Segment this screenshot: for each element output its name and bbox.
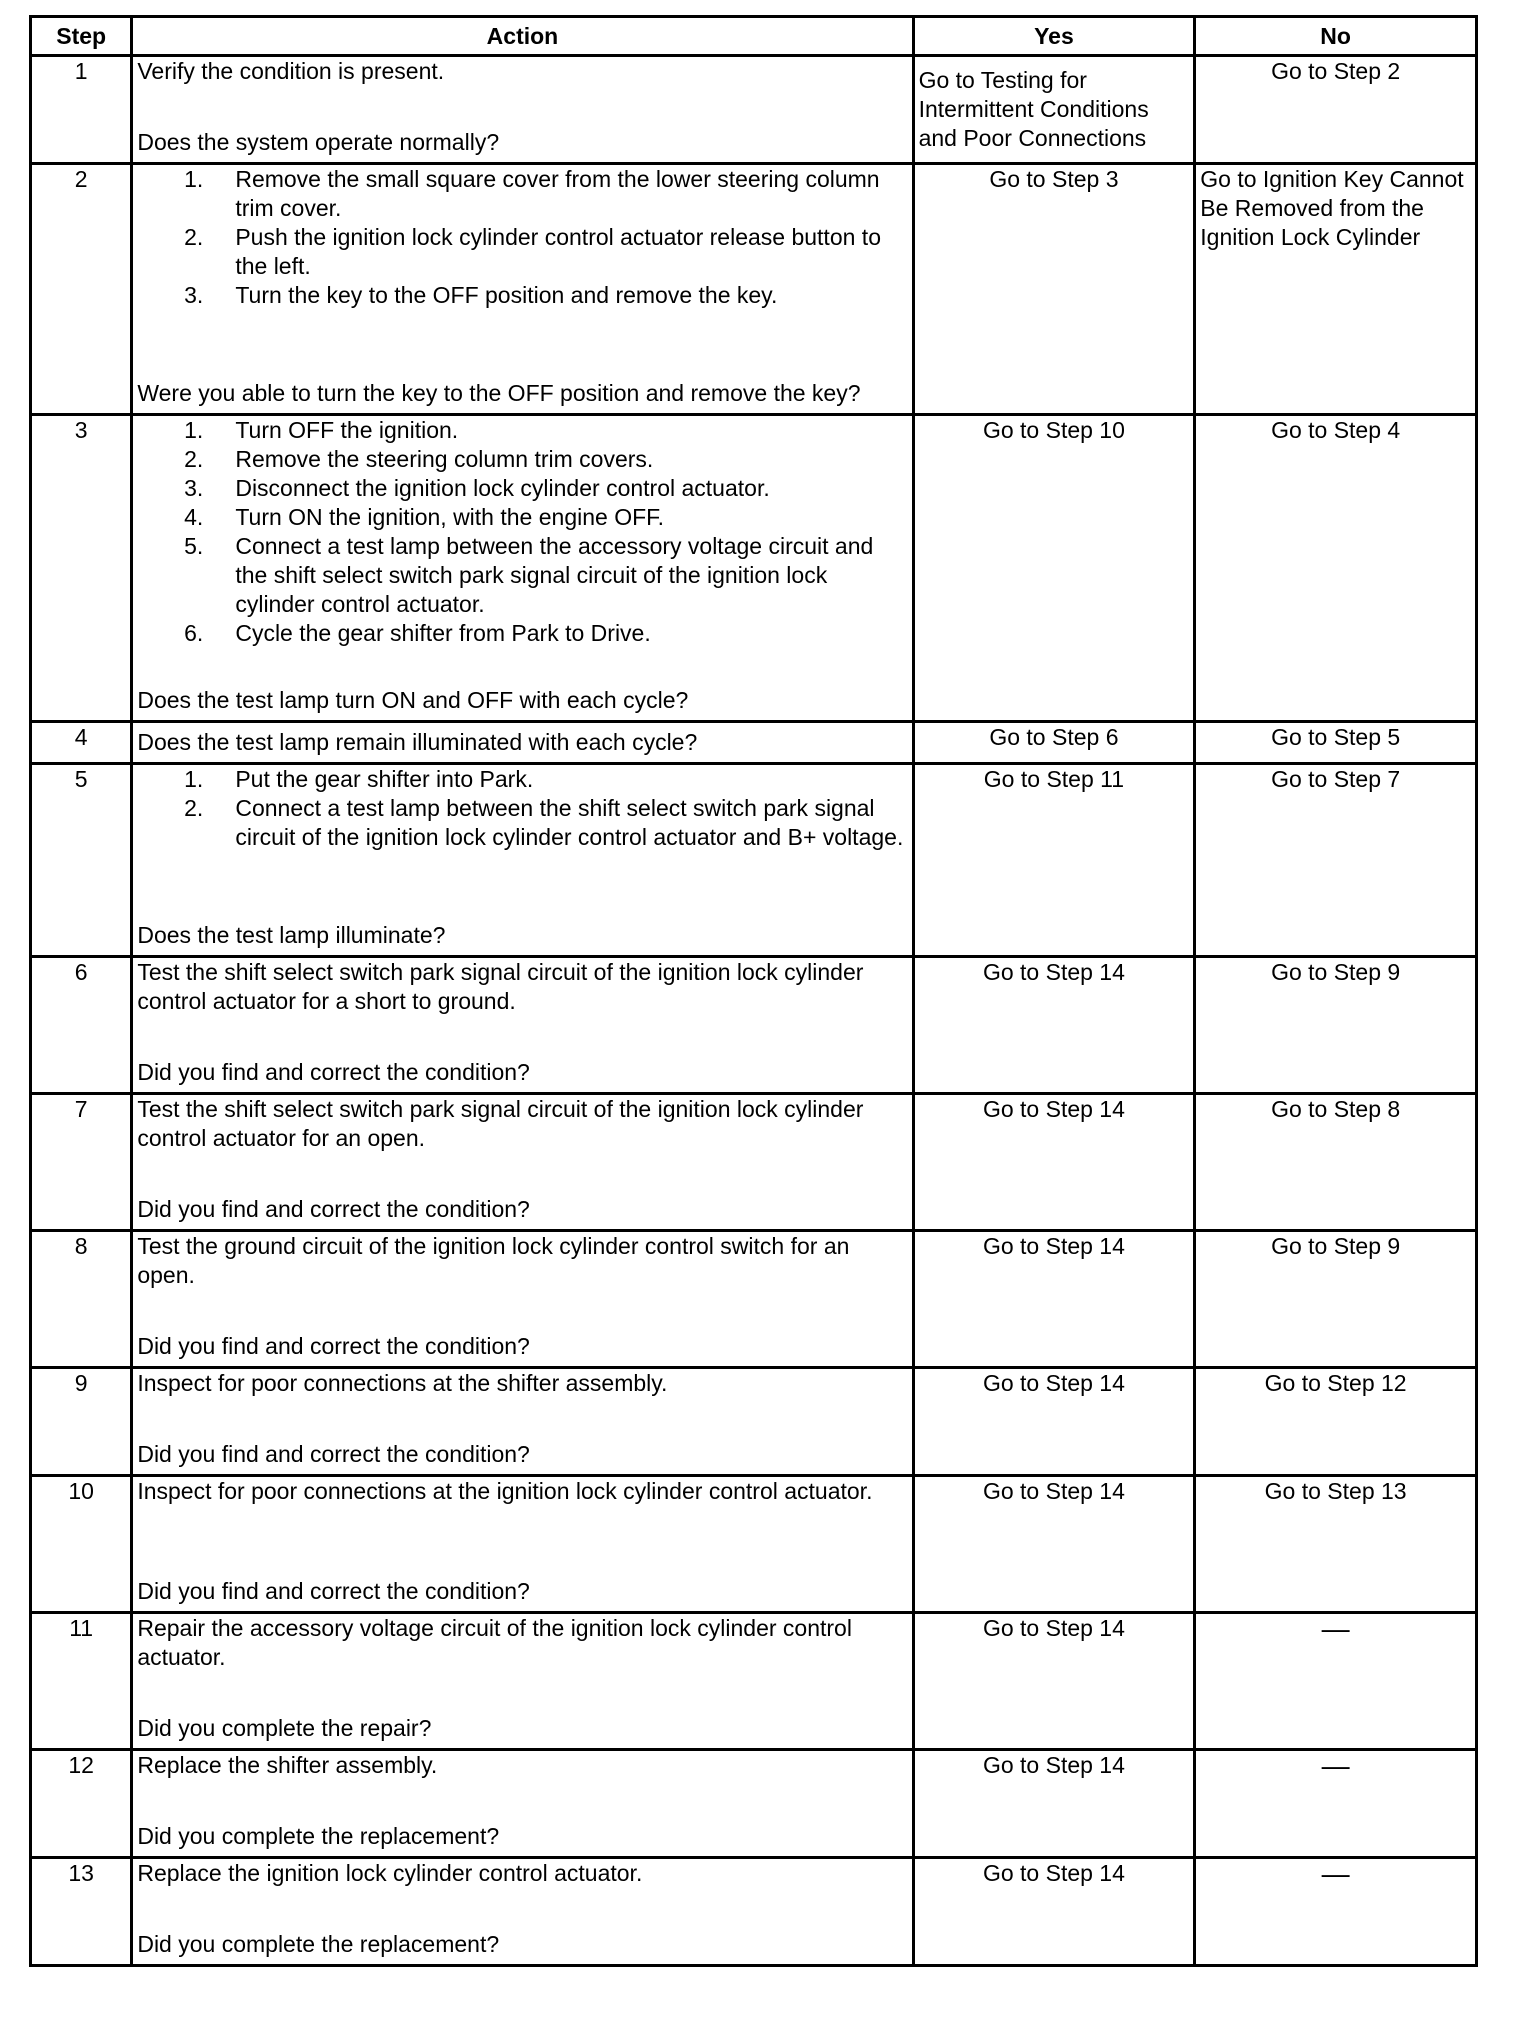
action-cell — [132, 1368, 913, 1476]
yes-result: Go to Step 14 — [913, 1476, 1195, 1613]
no-result: Go to Step 9 — [1195, 1231, 1477, 1368]
table-row — [31, 1231, 1477, 1368]
step-number: 1 — [31, 56, 132, 164]
no-result: — — [1195, 1750, 1477, 1858]
action-cell — [132, 1858, 913, 1966]
procedure-item — [137, 165, 907, 223]
no-result: Go to Step 8 — [1195, 1094, 1477, 1231]
procedure-item-text: Push the ignition lock cylinder control actuator release button to the left. — [235, 224, 881, 279]
procedure-list — [137, 765, 907, 852]
step-number: 8 — [31, 1231, 132, 1368]
header-step: Step — [31, 17, 132, 56]
procedure-item-text: Connect a test lamp between the shift select switch park signal circuit of the ignition lock cylinder control actuator and B+ voltage. — [235, 795, 904, 850]
no-result: — — [1195, 1858, 1477, 1966]
procedure-item-number: 6. — [184, 620, 204, 646]
table-row — [31, 1750, 1477, 1858]
step-number: 13 — [31, 1858, 132, 1966]
yes-result: Go to Step 14 — [913, 1858, 1195, 1966]
step-number: 12 — [31, 1750, 132, 1858]
action-text: Repair the accessory voltage circuit of the ignition lock cylinder control actuator. — [137, 1615, 852, 1670]
table-row — [31, 1094, 1477, 1231]
procedure-item-text: Disconnect the ignition lock cylinder control actuator. — [235, 475, 770, 501]
action-cell — [132, 1094, 913, 1231]
question-text: Did you find and correct the condition? — [137, 1196, 530, 1222]
action-cell — [132, 415, 913, 722]
procedure-item — [137, 281, 907, 310]
question-text: Did you find and correct the condition? — [137, 1059, 530, 1085]
procedure-item-number: 2. — [184, 795, 204, 821]
procedure-item-number: 1. — [184, 766, 204, 792]
action-cell — [132, 722, 913, 764]
procedure-item-number: 5. — [184, 533, 204, 559]
step-number: 3 — [31, 415, 132, 722]
step-number: 4 — [31, 722, 132, 764]
action-cell — [132, 764, 913, 957]
procedure-item-number: 2. — [184, 446, 204, 472]
action-text: Test the ground circuit of the ignition lock cylinder control switch for an open. — [137, 1233, 850, 1288]
procedure-item-text: Connect a test lamp between the accessory voltage circuit and the shift select switch park signal circuit of the ignition lock cylinder control actuator. — [235, 533, 874, 617]
step-number: 10 — [31, 1476, 132, 1613]
question-text: Did you complete the replacement? — [137, 1931, 500, 1957]
question-text: Did you find and correct the condition? — [137, 1333, 530, 1359]
procedure-item — [137, 765, 907, 794]
question-text: Did you complete the repair? — [137, 1715, 432, 1741]
yes-result: Go to Step 6 — [913, 722, 1195, 764]
yes-result: Go to Step 14 — [913, 1231, 1195, 1368]
action-cell — [132, 56, 913, 164]
question-text: Does the test lamp illuminate? — [137, 922, 446, 948]
action-text: Replace the ignition lock cylinder control actuator. — [137, 1860, 643, 1886]
step-number: 6 — [31, 957, 132, 1094]
question-text: Did you find and correct the condition? — [137, 1441, 530, 1467]
action-text: Test the shift select switch park signal circuit of the ignition lock cylinder control actuator for an open. — [137, 1096, 864, 1151]
procedure-item — [137, 794, 907, 852]
table-row — [31, 1613, 1477, 1750]
table-row — [31, 764, 1477, 957]
procedure-item-text: Turn the key to the OFF position and remove the key. — [235, 282, 778, 308]
action-cell — [132, 1231, 913, 1368]
no-result: — — [1195, 1613, 1477, 1750]
procedure-item-text: Turn OFF the ignition. — [235, 417, 459, 443]
no-result: Go to Ignition Key Cannot Be Removed from the Ignition Lock Cylinder — [1195, 164, 1477, 415]
yes-result: Go to Step 14 — [913, 1094, 1195, 1231]
yes-result: Go to Step 14 — [913, 1750, 1195, 1858]
action-text: Inspect for poor connections at the shifter assembly. — [137, 1370, 668, 1396]
yes-result: Go to Step 10 — [913, 415, 1195, 722]
header-action: Action — [132, 17, 913, 56]
no-result: Go to Step 12 — [1195, 1368, 1477, 1476]
table-row — [31, 1476, 1477, 1613]
procedure-item — [137, 223, 907, 281]
table-row — [31, 1368, 1477, 1476]
action-text: Replace the shifter assembly. — [137, 1752, 438, 1778]
procedure-item-number: 3. — [184, 475, 204, 501]
table-row — [31, 957, 1477, 1094]
no-result: Go to Step 13 — [1195, 1476, 1477, 1613]
question-text: Did you find and correct the condition? — [137, 1578, 530, 1604]
action-cell — [132, 164, 913, 415]
question-text: Does the system operate normally? — [137, 129, 500, 155]
procedure-item-number: 1. — [184, 417, 204, 443]
question-text: Did you complete the replacement? — [137, 1823, 500, 1849]
procedure-list — [137, 416, 907, 648]
procedure-item-number: 1. — [184, 166, 204, 192]
table-row — [31, 164, 1477, 415]
table-row — [31, 722, 1477, 764]
procedure-list — [137, 165, 907, 310]
no-result: Go to Step 9 — [1195, 957, 1477, 1094]
question-text: Does the test lamp turn ON and OFF with each cycle? — [137, 687, 689, 713]
header-row — [31, 17, 1477, 56]
table-row — [31, 56, 1477, 164]
procedure-item — [137, 619, 907, 648]
header-yes: Yes — [913, 17, 1195, 56]
step-number: 5 — [31, 764, 132, 957]
procedure-item-text: Remove the steering column trim covers. — [235, 446, 654, 472]
yes-result: Go to Step 11 — [913, 764, 1195, 957]
yes-result: Go to Testing for Intermittent Conditions and Poor Connections — [913, 56, 1195, 164]
procedure-item — [137, 445, 907, 474]
diagnostic-table — [29, 15, 1478, 1967]
action-cell — [132, 1613, 913, 1750]
procedure-item-number: 3. — [184, 282, 204, 308]
action-cell — [132, 957, 913, 1094]
action-cell — [132, 1750, 913, 1858]
table-row — [31, 415, 1477, 722]
yes-result: Go to Step 14 — [913, 957, 1195, 1094]
yes-result: Go to Step 3 — [913, 164, 1195, 415]
table-row — [31, 1858, 1477, 1966]
procedure-item — [137, 532, 907, 619]
action-text: Test the shift select switch park signal circuit of the ignition lock cylinder control actuator for a short to ground. — [137, 959, 864, 1014]
no-result: Go to Step 7 — [1195, 764, 1477, 957]
procedure-item-number: 2. — [184, 224, 204, 250]
step-number: 7 — [31, 1094, 132, 1231]
procedure-item — [137, 416, 907, 445]
procedure-item-text: Cycle the gear shifter from Park to Drive. — [235, 620, 651, 646]
question-text: Does the test lamp remain illuminated with each cycle? — [137, 729, 698, 755]
no-result: Go to Step 4 — [1195, 415, 1477, 722]
yes-result: Go to Step 14 — [913, 1613, 1195, 1750]
step-number: 9 — [31, 1368, 132, 1476]
procedure-item-text: Put the gear shifter into Park. — [235, 766, 534, 792]
question-text: Were you able to turn the key to the OFF position and remove the key? — [137, 380, 861, 406]
no-result: Go to Step 2 — [1195, 56, 1477, 164]
action-cell — [132, 1476, 913, 1613]
procedure-item-number: 4. — [184, 504, 204, 530]
step-number: 11 — [31, 1613, 132, 1750]
procedure-item-text: Turn ON the ignition, with the engine OFF. — [235, 504, 665, 530]
action-text: Inspect for poor connections at the ignition lock cylinder control actuator. — [137, 1478, 873, 1504]
procedure-item — [137, 474, 907, 503]
procedure-item-text: Remove the small square cover from the lower steering column trim cover. — [235, 166, 880, 221]
procedure-item — [137, 503, 907, 532]
step-number: 2 — [31, 164, 132, 415]
yes-result: Go to Step 14 — [913, 1368, 1195, 1476]
no-result: Go to Step 5 — [1195, 722, 1477, 764]
header-no: No — [1195, 17, 1477, 56]
action-text: Verify the condition is present. — [137, 58, 445, 84]
